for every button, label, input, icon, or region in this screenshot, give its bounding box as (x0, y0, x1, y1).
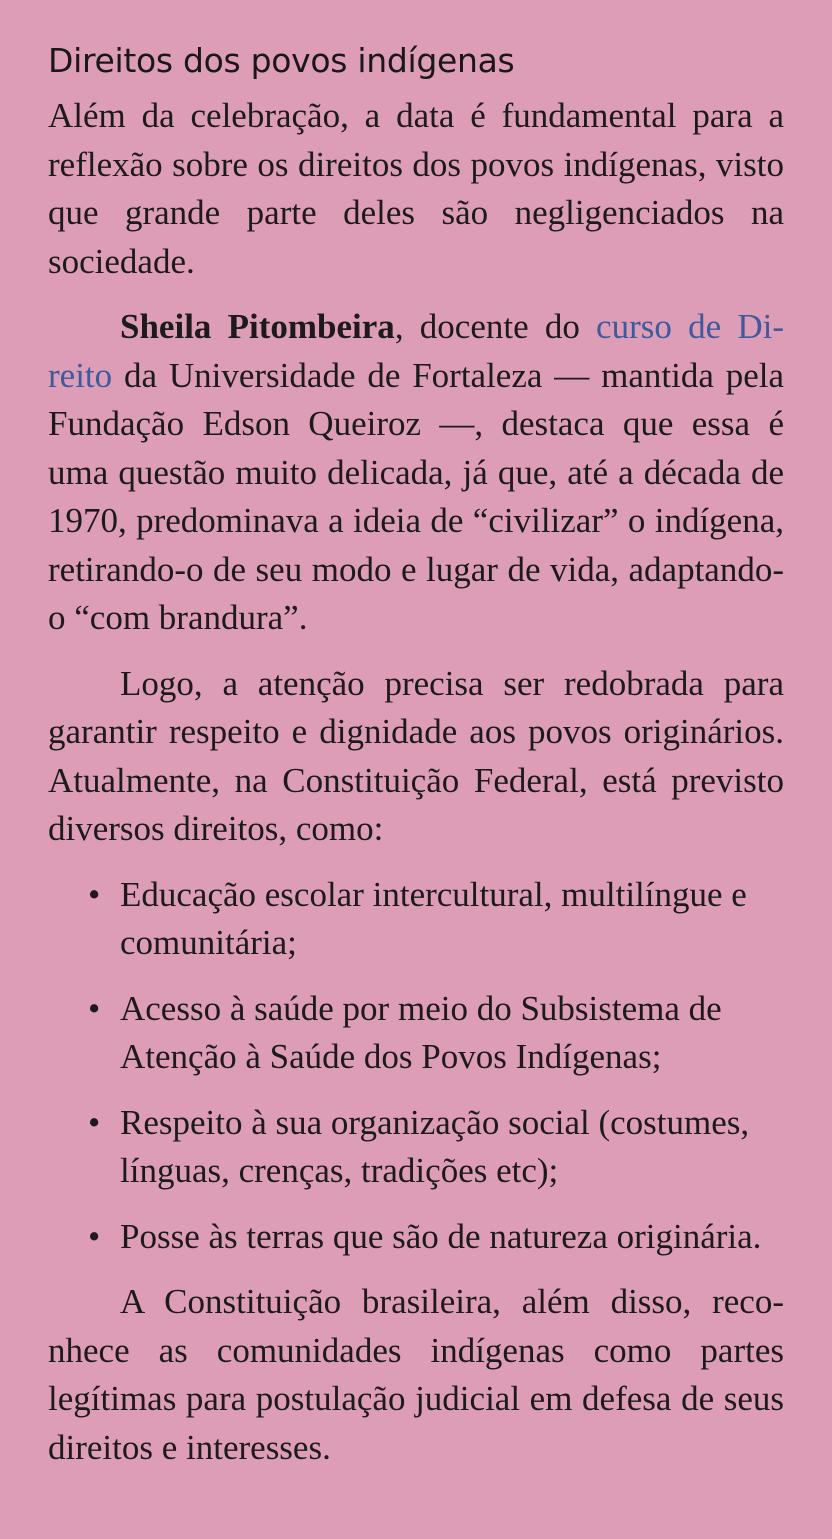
list-item (48, 871, 784, 968)
paragraph-rights-intro: Logo, a atenção precisa ser redobrada para garantir respeito e dignidade aos povos originários. Atualmente, na Constituição Federal, está previsto diversos direitos, como: (48, 663, 784, 848)
paragraph-conclusion: A Constituição brasileira, além disso, reconhece as comunidades indígenas como partes legítimas para postulação judicial em defesa de seus direitos e interesses. (48, 1282, 784, 1467)
list-item (48, 1213, 784, 1262)
list-item (48, 985, 784, 1082)
bullet-icon: • (88, 988, 101, 1028)
bullet-icon: • (88, 1102, 101, 1142)
paragraph-text: , docente do (394, 307, 597, 346)
paragraph-quote (48, 303, 784, 643)
bullet-icon: • (88, 874, 101, 914)
list-item-text: Posse às terras que são de natureza originária. (120, 1216, 762, 1256)
list-item-text: Educação escolar intercultural, multilíngue e comunitária; (120, 874, 747, 962)
list-item (48, 1099, 784, 1196)
paragraph-text: da Universidade de Fortaleza — mantida pela Fundação Edson Queiroz —, destaca que essa é uma questão muito delicada, já que, até a década de 1970, predominava a ideia de “civilizar” o indígena, retirando-o de seu modo e lugar de vida, adaptando-o “com brandura”. (48, 355, 784, 637)
section-heading: Direitos dos povos indígenas (48, 41, 515, 80)
paragraph-intro: Além da celebração, a data é fundamental para a reflexão sobre os direitos dos povos indígenas, visto que grande parte deles são negligenciados na sociedade. (48, 96, 784, 281)
list-item-text: Acesso à saúde por meio do Subsistema de Atenção à Saúde dos Povos Indígenas; (120, 988, 722, 1076)
rights-list (48, 871, 784, 1262)
bullet-icon: • (88, 1216, 101, 1256)
list-item-text: Respeito à sua organização social (costumes, línguas, crenças, tradições etc); (120, 1102, 750, 1190)
course-link[interactable]: curso de Direito (48, 307, 784, 395)
person-name: Sheila Pitombeira (120, 307, 395, 346)
